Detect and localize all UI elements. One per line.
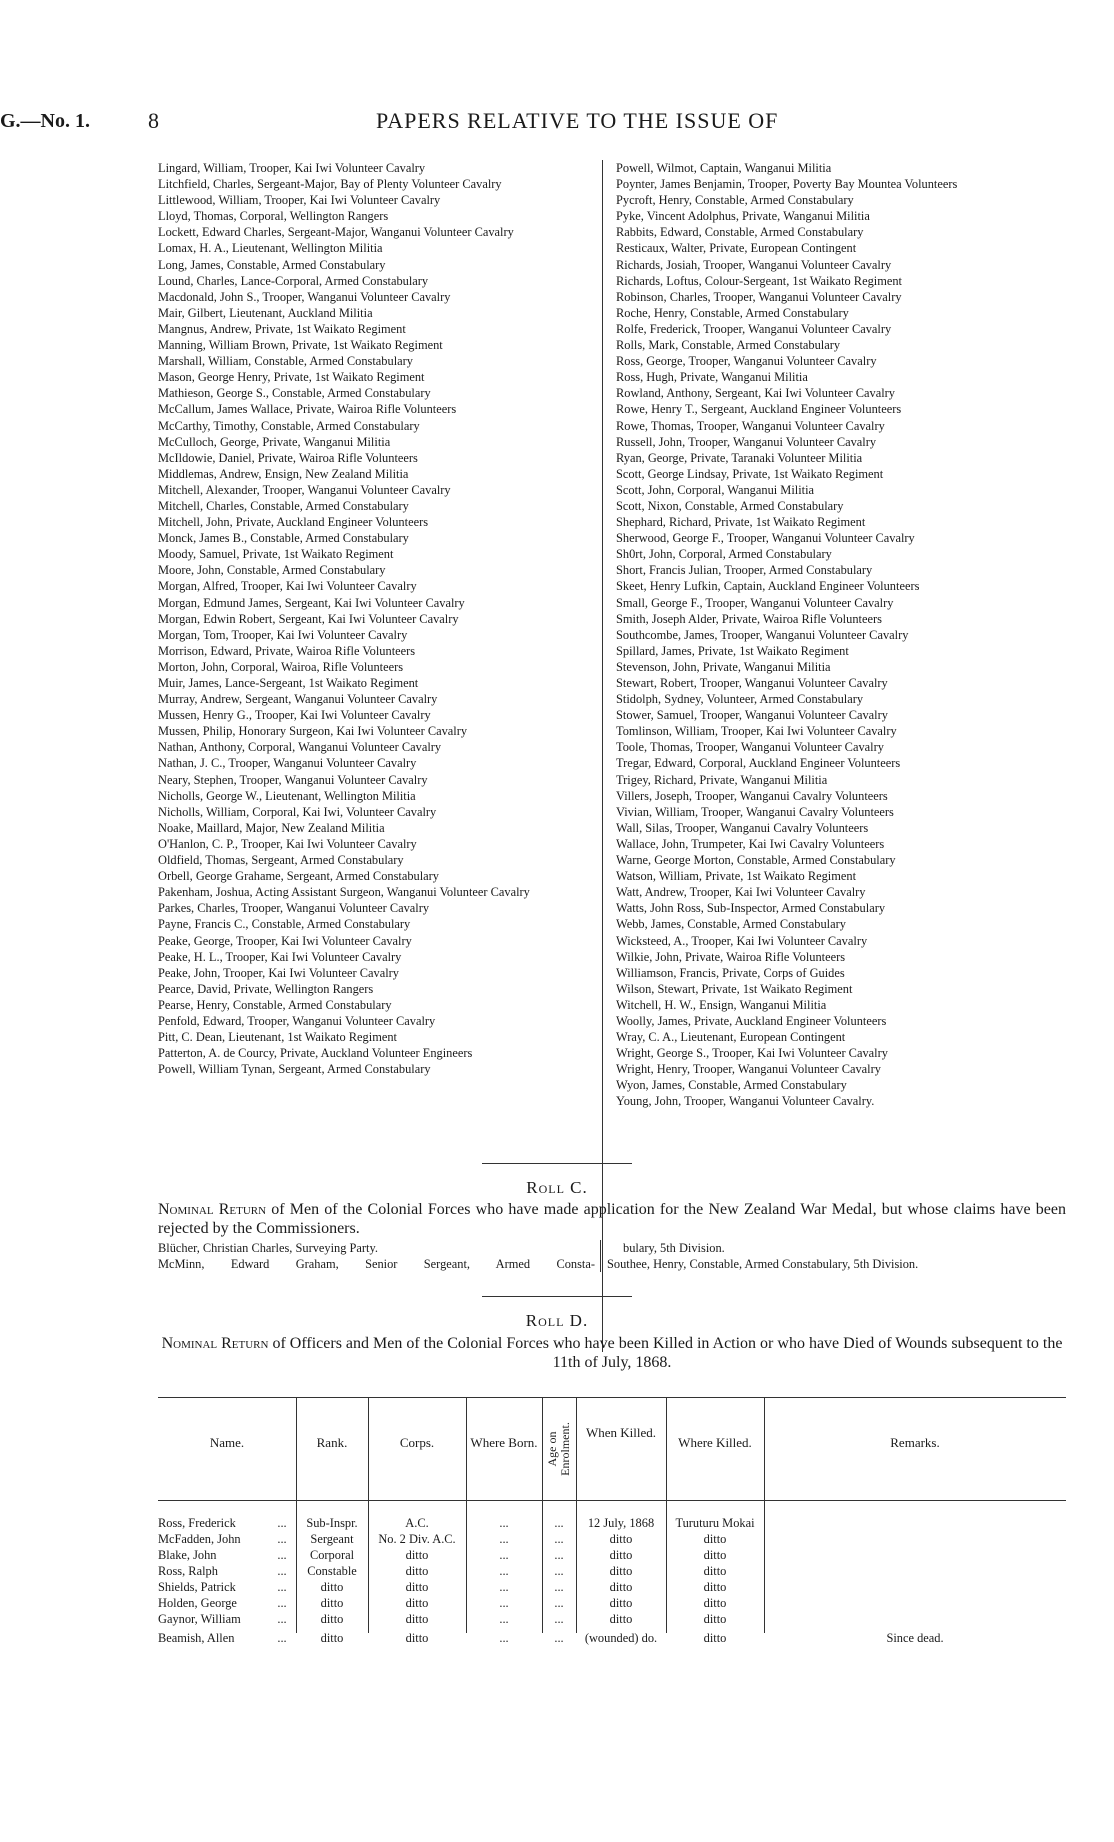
- section-rule: [482, 1296, 632, 1297]
- list-item: Wall, Silas, Trooper, Wanganui Cavalry Volunteers: [616, 820, 869, 835]
- table-top-rule: [158, 1397, 1066, 1398]
- list-item: Nathan, Anthony, Corporal, Wanganui Volunteer Cavalry: [158, 740, 442, 755]
- list-item: Nathan, J. C., Trooper, Wanganui Volunteer Cavalry: [158, 756, 417, 771]
- roll-c-entry: McMinn, Edward Graham, Senior Sergeant, Armed Consta-: [158, 1257, 595, 1271]
- list-item: Webb, James, Constable, Armed Constabulary: [616, 917, 846, 932]
- cell-born: ...: [499, 1631, 509, 1645]
- casualty-table: [158, 1397, 1066, 1647]
- list-item: Rowe, Henry T., Sergeant, Auckland Engineer Volunteers: [616, 402, 902, 417]
- table-row: [158, 1515, 1066, 1531]
- list-item: Short, Francis Julian, Trooper, Armed Constabulary: [616, 563, 873, 578]
- list-item: Smith, Joseph Alder, Private, Wairoa Rifle Volunteers: [616, 611, 882, 626]
- cell-born: ...: [499, 1580, 509, 1594]
- column-header-remarks: Remarks.: [890, 1435, 940, 1450]
- cell-when: ditto: [609, 1612, 633, 1626]
- roll-c-description: [158, 1200, 1066, 1238]
- list-item: Mathieson, George S., Constable, Armed Constabulary: [158, 386, 431, 401]
- cell-corps: ditto: [405, 1564, 429, 1578]
- cell-when: ditto: [609, 1564, 633, 1578]
- list-item: Wright, George S., Trooper, Kai Iwi Volunteer Cavalry: [616, 1046, 888, 1061]
- cell-where: ditto: [703, 1596, 727, 1610]
- list-item: Morgan, Alfred, Trooper, Kai Iwi Volunteer Cavalry: [158, 579, 417, 594]
- cell-rank: Sub-Inspr.: [306, 1516, 358, 1530]
- cell-age: ...: [554, 1580, 564, 1594]
- list-item: Rolls, Mark, Constable, Armed Constabulary: [616, 338, 841, 353]
- list-item: Rowe, Thomas, Trooper, Wanganui Volunteer Cavalry: [616, 418, 885, 433]
- cell-dots: ...: [277, 1580, 287, 1594]
- list-item: McCarthy, Timothy, Constable, Armed Constabulary: [158, 418, 420, 433]
- list-item: Morgan, Tom, Trooper, Kai Iwi Volunteer Cavalry: [158, 627, 408, 642]
- list-item: Ryan, George, Private, Taranaki Volunteer Militia: [616, 450, 863, 465]
- list-item: Pitt, C. Dean, Lieutenant, 1st Waikato Regiment: [158, 1030, 397, 1045]
- list-item: Noake, Maillard, Major, New Zealand Militia: [158, 820, 385, 835]
- cell-corps: No. 2 Div. A.C.: [378, 1532, 456, 1546]
- cell-age: ...: [554, 1548, 564, 1562]
- list-item: Stidolph, Sydney, Volunteer, Armed Constabulary: [616, 692, 864, 707]
- list-item: McCallum, James Wallace, Private, Wairoa Rifle Volunteers: [158, 402, 457, 417]
- list-item: Shephard, Richard, Private, 1st Waikato Regiment: [616, 515, 866, 530]
- list-item: Moody, Samuel, Private, 1st Waikato Regiment: [158, 547, 394, 562]
- list-item: Pakenham, Joshua, Acting Assistant Surgeon, Wanganui Volunteer Cavalry: [158, 885, 530, 900]
- list-item: Woolly, James, Private, Auckland Engineer Volunteers: [616, 1013, 887, 1028]
- list-item: Stewart, Robert, Trooper, Wanganui Volunteer Cavalry: [616, 676, 888, 690]
- list-item: Robinson, Charles, Trooper, Wanganui Volunteer Cavalry: [616, 289, 902, 304]
- cell-name: Shields, Patrick: [158, 1580, 236, 1594]
- cell-corps: A.C.: [405, 1516, 429, 1530]
- list-item: Toole, Thomas, Trooper, Wanganui Volunteer Cavalry: [616, 740, 884, 755]
- list-item: Pycroft, Henry, Constable, Armed Constabulary: [616, 193, 854, 208]
- list-item: Middlemas, Andrew, Ensign, New Zealand Militia: [158, 466, 409, 481]
- roll-d-title: Roll D.: [525, 1311, 589, 1330]
- cell-corps: ditto: [405, 1596, 429, 1610]
- list-item: Tregar, Edward, Corporal, Auckland Engineer Volunteers: [616, 756, 901, 771]
- column-header-age: [545, 1405, 572, 1493]
- list-item: Watts, John Ross, Sub-Inspector, Armed Constabulary: [616, 901, 886, 916]
- list-item: Marshall, William, Constable, Armed Constabulary: [158, 354, 413, 369]
- roll-c-entry: Southee, Henry, Constable, Armed Constabulary, 5th Division.: [607, 1257, 919, 1271]
- list-item: Young, John, Trooper, Wanganui Volunteer Cavalry.: [616, 1094, 875, 1109]
- list-item: Powell, Wilmot, Captain, Wanganui Militia: [616, 161, 832, 175]
- list-item: Pearse, Henry, Constable, Armed Constabulary: [158, 997, 392, 1012]
- list-item: Watson, William, Private, 1st Waikato Regiment: [616, 869, 857, 884]
- cell-rank: ditto: [320, 1631, 344, 1645]
- cell-dots: ...: [277, 1564, 287, 1578]
- list-item: Rolfe, Frederick, Trooper, Wanganui Volunteer Cavalry: [616, 321, 892, 336]
- list-item: Peake, H. L., Trooper, Kai Iwi Volunteer Cavalry: [158, 949, 402, 964]
- list-item: Peake, George, Trooper, Kai Iwi Volunteer Cavalry: [158, 933, 412, 948]
- list-item: Wicksteed, A., Trooper, Kai Iwi Volunteer Cavalry: [616, 933, 868, 948]
- table-row: [158, 1611, 1066, 1627]
- list-item: Morgan, Edmund James, Sergeant, Kai Iwi Volunteer Cavalry: [158, 595, 465, 610]
- roll-c-right: [600, 1240, 1073, 1272]
- cell-rank: ditto: [320, 1580, 344, 1594]
- list-item: Pyke, Vincent Adolphus, Private, Wanganui Militia: [616, 209, 870, 224]
- list-item: Penfold, Edward, Trooper, Wanganui Volunteer Cavalry: [158, 1013, 436, 1028]
- list-item: Rowland, Anthony, Sergeant, Kai Iwi Volunteer Cavalry: [616, 386, 895, 401]
- cell-name: Blake, John: [158, 1548, 217, 1562]
- list-item: Peake, John, Trooper, Kai Iwi Volunteer Cavalry: [158, 965, 399, 980]
- cell-when: (wounded) do.: [584, 1631, 658, 1645]
- column-header-rank: Rank.: [316, 1435, 348, 1450]
- list-item: Morrison, Edward, Private, Wairoa Rifle Volunteers: [158, 643, 416, 658]
- list-item: Mussen, Henry G., Trooper, Kai Iwi Volunteer Cavalry: [158, 708, 431, 723]
- list-item: Patterton, A. de Courcy, Private, Auckland Volunteer Engineers: [158, 1046, 473, 1061]
- cell-born: ...: [499, 1612, 509, 1626]
- cell-rank: Sergeant: [310, 1532, 354, 1546]
- list-item: Vivian, William, Trooper, Wanganui Cavalry Volunteers: [616, 804, 894, 819]
- roll-d-description: [158, 1334, 1066, 1372]
- cell-age: ...: [554, 1532, 564, 1546]
- cell-when: 12 July, 1868: [587, 1516, 655, 1530]
- cell-where: ditto: [703, 1612, 727, 1626]
- cell-when: ditto: [609, 1548, 633, 1562]
- list-item: Villers, Joseph, Trooper, Wanganui Cavalry Volunteers: [616, 788, 888, 803]
- list-item: Sh0rt, John, Corporal, Armed Constabulary: [616, 547, 832, 562]
- cell-name: McFadden, John: [158, 1532, 241, 1546]
- column-header-name: Name.: [209, 1435, 245, 1450]
- list-item: Mair, Gilbert, Lieutenant, Auckland Militia: [158, 305, 373, 320]
- cell-where: ditto: [703, 1564, 727, 1578]
- list-item: Poynter, James Benjamin, Trooper, Poverty Bay Mountea Volunteers: [616, 177, 958, 192]
- list-item: Morgan, Edwin Robert, Sergeant, Kai Iwi Volunteer Cavalry: [158, 611, 459, 626]
- table-row: [158, 1630, 1066, 1646]
- cell-where: ditto: [703, 1631, 727, 1645]
- roll-c-lead: Nominal Return: [158, 1201, 267, 1218]
- cell-name: Holden, George: [158, 1596, 237, 1610]
- list-item: Mitchell, John, Private, Auckland Engineer Volunteers: [158, 515, 429, 530]
- table-row: [158, 1563, 1066, 1579]
- list-item: Ross, George, Trooper, Wanganui Volunteer Cavalry: [616, 354, 877, 369]
- list-item: McIldowie, Daniel, Private, Wairoa Rifle Volunteers: [158, 450, 418, 465]
- list-item: Mitchell, Charles, Constable, Armed Constabulary: [158, 498, 409, 513]
- cell-remarks: Since dead.: [886, 1631, 944, 1645]
- roll-c-entry: Blücher, Christian Charles, Surveying Party.: [158, 1241, 378, 1255]
- list-item: Mangnus, Andrew, Private, 1st Waikato Regiment: [158, 321, 406, 336]
- list-item: Wright, Henry, Trooper, Wanganui Volunteer Cavalry: [616, 1062, 881, 1077]
- list-item: Long, James, Constable, Armed Constabulary: [158, 257, 386, 272]
- cell-where: ditto: [703, 1532, 727, 1546]
- list-item: Sherwood, George F., Trooper, Wanganui Volunteer Cavalry: [616, 531, 915, 546]
- column-header-corps: Corps.: [399, 1435, 435, 1450]
- list-item: Pearce, David, Private, Wellington Rangers: [158, 981, 374, 996]
- list-item: Lingard, William, Trooper, Kai Iwi Volunteer Cavalry: [158, 161, 426, 175]
- list-item: Wallace, John, Trumpeter, Kai Iwi Cavalry Volunteers: [616, 836, 885, 851]
- list-item: Mussen, Philip, Honorary Surgeon, Kai Iwi Volunteer Cavalry: [158, 724, 468, 739]
- table-row: [158, 1531, 1066, 1547]
- list-item: Witchell, H. W., Ensign, Wanganui Militia: [616, 997, 827, 1012]
- list-item: Moore, John, Constable, Armed Constabulary: [158, 563, 386, 578]
- table-row: [158, 1595, 1066, 1611]
- list-item: McCulloch, George, Private, Wanganui Militia: [158, 434, 391, 449]
- list-item: Littlewood, William, Trooper, Kai Iwi Volunteer Cavalry: [158, 193, 441, 208]
- list-item: Wyon, James, Constable, Armed Constabulary: [616, 1078, 847, 1093]
- list-item: Muir, James, Lance-Sergeant, 1st Waikato Regiment: [158, 676, 419, 690]
- column-header-where-killed: Where Killed.: [678, 1435, 752, 1450]
- list-item: Richards, Loftus, Colour-Sergeant, 1st Waikato Regiment: [616, 273, 902, 288]
- list-item: Lomax, H. A., Lieutenant, Wellington Militia: [158, 241, 383, 256]
- cell-born: ...: [499, 1548, 509, 1562]
- list-item: Russell, John, Trooper, Wanganui Volunteer Cavalry: [616, 434, 877, 449]
- list-item: Lloyd, Thomas, Corporal, Wellington Rangers: [158, 209, 389, 224]
- cell-dots: ...: [277, 1532, 287, 1546]
- right-column: [616, 160, 1066, 1110]
- page-number: 8: [148, 108, 159, 133]
- column-header-when-killed: When Killed.: [585, 1425, 657, 1440]
- cell-born: ...: [499, 1532, 509, 1546]
- list-item: Nicholls, William, Corporal, Kai Iwi, Volunteer Cavalry: [158, 804, 437, 819]
- list-item: Murray, Andrew, Sergeant, Wanganui Volunteer Cavalry: [158, 692, 438, 707]
- list-item: Nicholls, George W., Lieutenant, Wellington Militia: [158, 788, 416, 803]
- table-row: [158, 1547, 1066, 1563]
- list-item: Wilkie, John, Private, Wairoa Rifle Volunteers: [616, 949, 846, 964]
- roll-c-entry: bulary, 5th Division.: [623, 1241, 725, 1255]
- cell-born: ...: [499, 1596, 509, 1610]
- list-item: Orbell, George Grahame, Sergeant, Armed Constabulary: [158, 869, 440, 884]
- cell-born: ...: [499, 1516, 509, 1530]
- cell-dots: ...: [277, 1612, 287, 1626]
- list-item: Southcombe, James, Trooper, Wanganui Volunteer Cavalry: [616, 627, 909, 642]
- list-item: Neary, Stephen, Trooper, Wanganui Volunteer Cavalry: [158, 772, 428, 787]
- list-item: Ross, Hugh, Private, Wanganui Militia: [616, 370, 808, 385]
- table-header-rule: [158, 1500, 1066, 1501]
- roll-c-title: Roll C.: [526, 1178, 588, 1197]
- list-item: Morton, John, Corporal, Wairoa, Rifle Volunteers: [158, 659, 404, 674]
- list-item: Scott, George Lindsay, Private, 1st Waikato Regiment: [616, 466, 884, 481]
- cell-rank: Corporal: [309, 1548, 355, 1562]
- list-item: Williamson, Francis, Private, Corps of Guides: [616, 965, 845, 980]
- list-item: Resticaux, Walter, Private, European Contingent: [616, 241, 857, 256]
- list-item: Richards, Josiah, Trooper, Wanganui Volunteer Cavalry: [616, 257, 892, 272]
- list-item: Monck, James B., Constable, Armed Constabulary: [158, 531, 409, 546]
- document-reference: G.—No. 1.: [0, 110, 90, 132]
- cell-where: ditto: [703, 1548, 727, 1562]
- cell-corps: ditto: [405, 1612, 429, 1626]
- cell-dots: ...: [277, 1631, 287, 1645]
- list-item: Mitchell, Alexander, Trooper, Wanganui Volunteer Cavalry: [158, 482, 451, 497]
- cell-corps: ditto: [405, 1548, 429, 1562]
- section-rule: [482, 1163, 632, 1164]
- list-item: Scott, John, Corporal, Wanganui Militia: [616, 482, 815, 497]
- list-item: Mason, George Henry, Private, 1st Waikato Regiment: [158, 370, 425, 385]
- list-item: Lound, Charles, Lance-Corporal, Armed Constabulary: [158, 273, 429, 288]
- cell-age: ...: [554, 1564, 564, 1578]
- list-item: Manning, William Brown, Private, 1st Waikato Regiment: [158, 338, 443, 353]
- cell-born: ...: [499, 1564, 509, 1578]
- list-item: Powell, William Tynan, Sergeant, Armed Constabulary: [158, 1062, 431, 1077]
- cell-where: Turuturu Mokai: [675, 1516, 755, 1530]
- left-column: [158, 160, 590, 1077]
- page-header: [0, 108, 1114, 138]
- list-item: Roche, Henry, Constable, Armed Constabulary: [616, 305, 849, 320]
- list-item: Lockett, Edward Charles, Sergeant-Major, Wanganui Volunteer Cavalry: [158, 225, 514, 240]
- list-item: Small, George F., Trooper, Wanganui Volunteer Cavalry: [616, 595, 894, 610]
- table-row: [158, 1579, 1066, 1595]
- list-item: Trigey, Richard, Private, Wanganui Militia: [616, 772, 828, 787]
- roll-c-left: [158, 1240, 595, 1272]
- cell-age: ...: [554, 1596, 564, 1610]
- list-item: Wilson, Stewart, Private, 1st Waikato Regiment: [616, 981, 853, 996]
- list-item: Payne, Francis C., Constable, Armed Constabulary: [158, 917, 411, 932]
- list-item: Tomlinson, William, Trooper, Kai Iwi Volunteer Cavalry: [616, 724, 897, 739]
- running-title: PAPERS RELATIVE TO THE ISSUE OF: [376, 108, 779, 133]
- list-item: O'Hanlon, C. P., Trooper, Kai Iwi Volunteer Cavalry: [158, 836, 417, 851]
- cell-age: ...: [554, 1612, 564, 1626]
- list-item: Parkes, Charles, Trooper, Wanganui Volunteer Cavalry: [158, 901, 430, 916]
- list-item: Skeet, Henry Lufkin, Captain, Auckland Engineer Volunteers: [616, 579, 920, 594]
- cell-corps: ditto: [405, 1631, 429, 1645]
- cell-name: Ross, Frederick: [158, 1516, 236, 1530]
- cell-corps: ditto: [405, 1580, 429, 1594]
- cell-dots: ...: [277, 1596, 287, 1610]
- cell-name: Gaynor, William: [158, 1612, 241, 1626]
- cell-name: Ross, Ralph: [158, 1564, 218, 1578]
- column-divider: [602, 160, 603, 1352]
- cell-dots: ...: [277, 1548, 287, 1562]
- cell-where: ditto: [703, 1580, 727, 1594]
- list-item: Stower, Samuel, Trooper, Wanganui Volunteer Cavalry: [616, 708, 888, 723]
- roll-c-text: of Men of the Colonial Forces who have made application for the New Zealand War Medal, but whose claims have been rejected by the Commissioners.: [158, 1201, 1067, 1237]
- cell-dots: ...: [277, 1516, 287, 1530]
- list-item: Watt, Andrew, Trooper, Kai Iwi Volunteer Cavalry: [616, 885, 866, 900]
- list-item: Oldfield, Thomas, Sergeant, Armed Constabulary: [158, 853, 404, 868]
- list-item: Litchfield, Charles, Sergeant-Major, Bay of Plenty Volunteer Cavalry: [158, 177, 502, 192]
- cell-when: ditto: [609, 1596, 633, 1610]
- list-item: Wray, C. A., Lieutenant, European Contingent: [616, 1030, 846, 1045]
- column-header-where-born: Where Born.: [470, 1435, 538, 1450]
- list-item: Scott, Nixon, Constable, Armed Constabulary: [616, 498, 844, 513]
- list-item: Spillard, James, Private, 1st Waikato Regiment: [616, 643, 849, 658]
- roll-d-lead: Nominal Return: [161, 1335, 269, 1352]
- column-header-age-label: Age on Enrolment.: [545, 1422, 572, 1476]
- roll-d-text: of Officers and Men of the Colonial Forces who have been Killed in Action or who have Died of Wounds subsequent to the 11th of July, 1868.: [272, 1335, 1063, 1371]
- list-item: Macdonald, John S., Trooper, Wanganui Volunteer Cavalry: [158, 289, 451, 304]
- cell-when: ditto: [609, 1532, 633, 1546]
- list-item: Stevenson, John, Private, Wanganui Militia: [616, 659, 831, 674]
- list-item: Rabbits, Edward, Constable, Armed Constabulary: [616, 225, 864, 240]
- list-item: Warne, George Morton, Constable, Armed Constabulary: [616, 853, 896, 868]
- cell-rank: ditto: [320, 1612, 344, 1626]
- cell-rank: ditto: [320, 1596, 344, 1610]
- cell-age: ...: [554, 1516, 564, 1530]
- cell-when: ditto: [609, 1580, 633, 1594]
- cell-rank: Constable: [307, 1564, 357, 1578]
- cell-age: ...: [554, 1631, 564, 1645]
- cell-name: Beamish, Allen: [158, 1631, 235, 1645]
